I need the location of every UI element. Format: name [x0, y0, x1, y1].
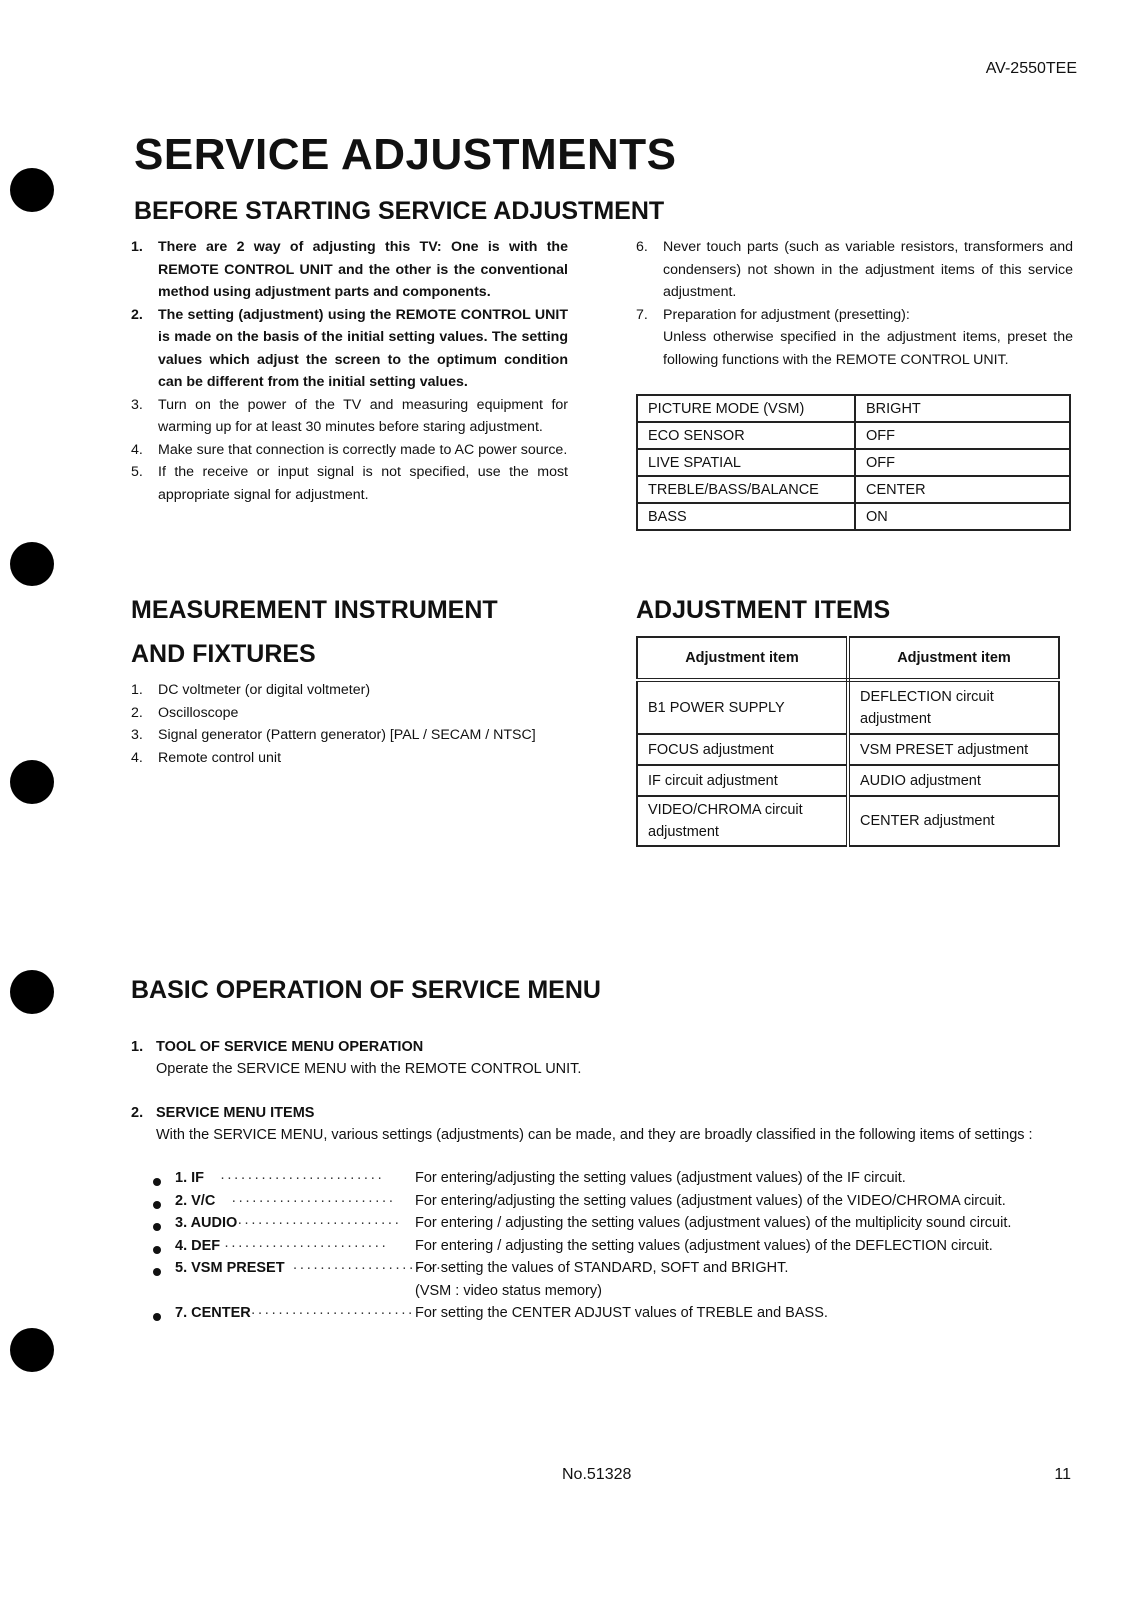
list-item: 6. Never touch parts (such as variable resistors, transformers and condensers) not shown in the adjustment items of this service adjustment.	[636, 239, 1073, 300]
measurement-heading-line2: AND FIXTURES	[131, 640, 316, 668]
list-item: 3. Turn on the power of the TV and measuring equipment for warming up for at least 30 minutes before staring adjustment.	[131, 396, 568, 435]
list-item: 3. Signal generator (Pattern generator) [PAL / SECAM / NTSC]	[131, 727, 536, 743]
bullet-icon	[153, 1201, 161, 1209]
table-row: VIDEO/CHROMA circuit adjustment CENTER adjustment	[637, 796, 1059, 846]
list-item: 4. Remote control unit	[131, 749, 282, 766]
list-item: 2. Oscilloscope	[131, 704, 239, 721]
bullet-icon	[153, 1178, 161, 1186]
before-heading: BEFORE STARTING SERVICE ADJUSTMENT	[134, 197, 665, 225]
table-row: PICTURE MODE (VSM) BRIGHT	[637, 395, 1070, 422]
adjustment-items-heading: ADJUSTMENT ITEMS	[636, 596, 891, 624]
list-item: 1. DC voltmeter (or digital voltmeter)	[131, 682, 371, 698]
table-row: BASS ON	[637, 503, 1070, 530]
document-number: No.51328	[562, 1466, 632, 1483]
service-menu-heading: BASIC OPERATION OF SERVICE MENU	[131, 976, 601, 1004]
table-row: LIVE SPATIAL OFF	[637, 449, 1070, 476]
list-item: 1. There are 2 way of adjusting this TV: One is with the REMOTE CONTROL UNIT and the other is the conventional method using adjustment parts and components.	[131, 239, 568, 300]
section-2-title: SERVICE MENU ITEMS	[156, 1105, 315, 1121]
binder-hole-icon	[10, 760, 54, 804]
page-title: SERVICE ADJUSTMENTS	[134, 130, 677, 179]
page-number: 11	[1054, 1466, 1071, 1483]
section-1-title: TOOL OF SERVICE MENU OPERATION	[156, 1039, 424, 1055]
before-left-list	[131, 236, 568, 506]
binder-hole-icon	[10, 168, 54, 212]
bullet-icon	[153, 1268, 161, 1276]
list-item: 2. The setting (adjustment) using the REMOTE CONTROL UNIT is made on the basis of the initial setting values. The setting values which adjust the screen to the optimum condition can be different from the initial setting values.	[131, 306, 568, 390]
section-2-number: 2.	[131, 1105, 144, 1121]
model-number: AV-2550TEE	[985, 60, 1077, 77]
binder-hole-icon	[10, 970, 54, 1014]
section-1-text: Operate the SERVICE MENU with the REMOTE CONTROL UNIT.	[156, 1061, 582, 1077]
measurement-heading-line1: MEASUREMENT INSTRUMENT	[131, 596, 498, 624]
table-header-row: Adjustment item Adjustment item	[637, 637, 1059, 680]
table-row: ECO SENSOR OFF	[637, 422, 1070, 449]
table-row: TREBLE/BASS/BALANCE CENTER	[637, 476, 1070, 503]
list-item: 7. Preparation for adjustment (presetting): Unless otherwise specified in the adjustment items, preset the following functions with the REMOTE CONTROL UNIT.	[636, 306, 1073, 368]
bullet-icon	[153, 1223, 161, 1231]
list-item: 5. If the receive or input signal is not specified, use the most appropriate signal for adjustment.	[131, 464, 568, 503]
list-item: 4. Make sure that connection is correctly made to AC power source.	[131, 441, 568, 458]
bullet-icon	[153, 1246, 161, 1254]
bullet-icon	[153, 1313, 161, 1321]
section-1-number: 1.	[131, 1039, 144, 1055]
binder-hole-icon	[10, 1328, 54, 1372]
preset-table	[636, 394, 1071, 531]
table-row: IF circuit adjustment AUDIO adjustment	[637, 765, 1059, 796]
section-2-text: With the SERVICE MENU, various settings (adjustments) can be made, and they are broadly classified in the following items of settings :	[156, 1127, 1033, 1143]
table-row: B1 POWER SUPPLY DEFLECTION circuit adjustment	[637, 680, 1059, 734]
binder-hole-icon	[10, 542, 54, 586]
before-right-list	[636, 236, 1073, 371]
table-row: FOCUS adjustment VSM PRESET adjustment	[637, 734, 1059, 765]
adjustment-items-table	[636, 636, 1060, 847]
measurement-list	[131, 679, 591, 769]
